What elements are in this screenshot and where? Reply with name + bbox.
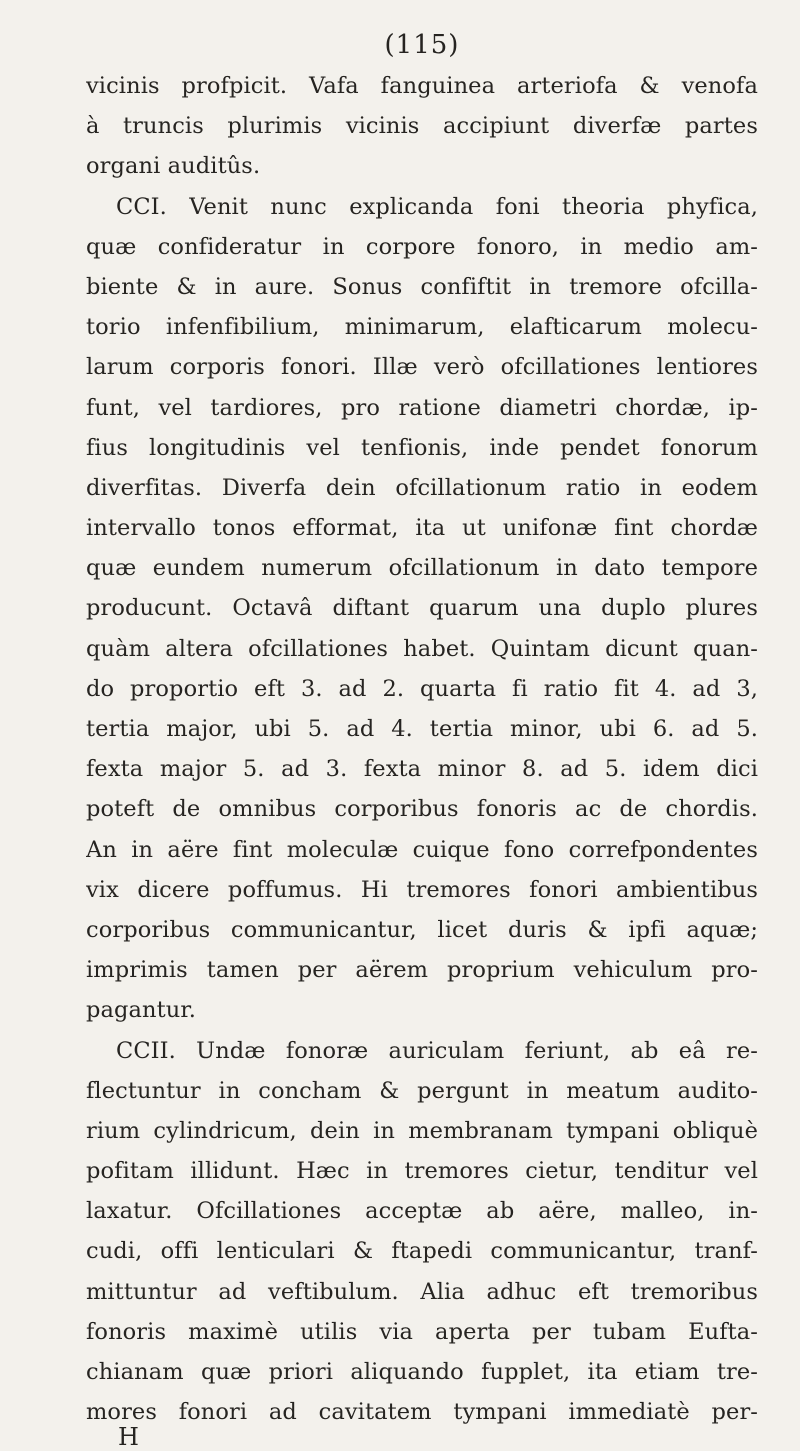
text-line: funt, vel tardiores, pro ratione diametri chordæ, ip- <box>86 394 758 421</box>
text-line: larum corporis fonori. Illæ verò ofcillationes lentiores <box>86 354 758 381</box>
text-line: laxatur. Ofcillationes acceptæ ab aëre, malleo, in- <box>86 1198 758 1225</box>
text-line: do proportio eft 3. ad 2. quarta fi ratio fit 4. ad 3, <box>86 675 758 702</box>
text-line: pagantur. <box>86 997 196 1024</box>
text-line: tertia major, ubi 5. ad 4. tertia minor, ubi 6. ad 5. <box>86 716 758 742</box>
signature-mark: H <box>118 1423 139 1451</box>
text-line: corporibus communicantur, licet duris & ipfi aquæ; <box>86 916 758 943</box>
text-line: fexta major 5. ad 3. fexta minor 8. ad 5. idem dici <box>86 756 758 783</box>
page-number: (115) <box>384 30 460 60</box>
text-line: fonoris maximè utilis via aperta per tubam Eufta- <box>86 1318 758 1345</box>
text-line: quæ confideratur in corpore fonoro, in medio am- <box>86 233 758 260</box>
text-line: mittuntur ad veftibulum. Alia adhuc eft tremoribus <box>86 1278 758 1305</box>
text-line: imprimis tamen per aërem proprium vehiculum pro- <box>86 957 758 984</box>
text-line: organi auditûs. <box>86 153 261 180</box>
text-line: An in aëre fint moleculæ cuique fono correfpondentes <box>86 836 758 863</box>
body-text <box>86 66 758 1432</box>
text-line: mores fonori ad cavitatem tympani immediatè per- <box>86 1399 758 1426</box>
text-line: quæ eundem numerum ofcillationum in dato tempore <box>86 555 758 582</box>
text-line: cudi, offi lenticulari & ftapedi communicantur, tranf- <box>86 1238 758 1265</box>
text-line: biente & in aure. Sonus confiftit in tremore ofcilla- <box>86 273 758 300</box>
text-line: fius longitudinis vel tenfionis, inde pendet fonorum <box>86 434 758 461</box>
text-line: flectuntur in concham & pergunt in meatum audito- <box>86 1077 758 1104</box>
text-line: rium cylindricum, dein in membranam tympani obliquè <box>86 1117 758 1144</box>
text-line: diverfitas. Diverfa dein ofcillationum ratio in eodem <box>86 474 758 501</box>
text-line: quàm altera ofcillationes habet. Quintam dicunt quan- <box>86 635 758 662</box>
text-line: à truncis plurimis vicinis accipiunt diverfæ partes <box>86 113 758 140</box>
text-line: intervallo tonos efformat, ita ut unifonæ fint chordæ <box>86 515 758 542</box>
text-line: poteft de omnibus corporibus fonoris ac de chordis. <box>86 796 758 823</box>
text-line: CCII. Undæ fonoræ auriculam feriunt, ab eâ re- <box>116 1037 758 1064</box>
text-line: vix dicere poffumus. Hi tremores fonori ambientibus <box>86 876 758 903</box>
text-line: producunt. Octavâ diftant quarum una duplo plures <box>86 595 758 622</box>
text-line: CCI. Venit nunc explicanda foni theoria phyfica, <box>116 193 758 220</box>
text-line: chianam quæ priori aliquando fupplet, ita etiam tre- <box>86 1359 758 1385</box>
text-line: torio infenfibilium, minimarum, elafticarum molecu- <box>86 314 758 341</box>
text-line: pofitam illidunt. Hæc in tremores cietur, tenditur vel <box>86 1158 758 1185</box>
text-line: vicinis profpicit. Vafa fanguinea arteriofa & venofa <box>86 73 758 99</box>
